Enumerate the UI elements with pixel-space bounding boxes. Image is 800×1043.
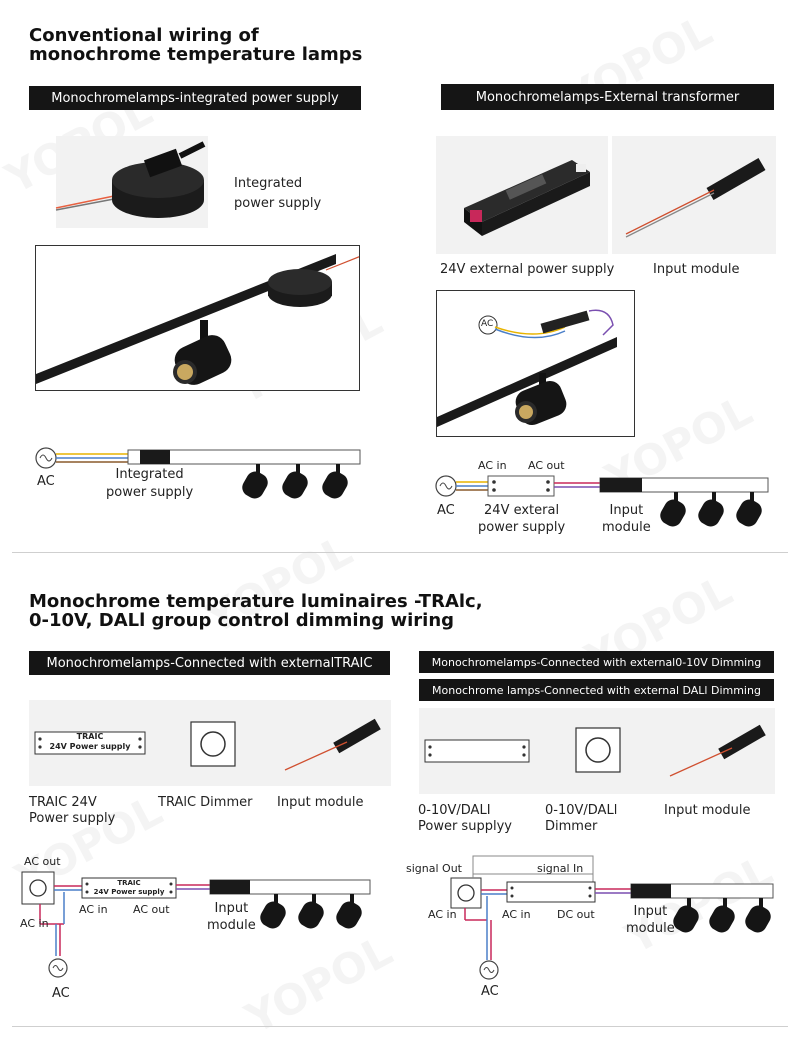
signal-in-label: signal In [537, 862, 584, 875]
ac-in-left-label: AC in [20, 917, 49, 930]
input-module-block [210, 880, 250, 894]
track-light-image [36, 246, 360, 391]
external-driver-box [488, 476, 554, 496]
power-supply-box-image [436, 136, 608, 254]
section1-title-line1: Conventional wiring of [29, 25, 259, 46]
ac-label: AC [437, 503, 455, 518]
ac-in-label: AC in [502, 908, 531, 921]
label-line: power supply [106, 485, 194, 500]
dali-dimmer-photo [538, 708, 656, 794]
label-line: power supply [234, 196, 322, 211]
section2-title-line1: Monochrome temperature luminaires -TRAlc, [29, 591, 483, 612]
label-line: Integrated [234, 176, 303, 191]
ac-label: AC [37, 474, 55, 489]
tag-0-10v-dimming: Monochromelamps-Connected with external0-10V Dimming [419, 651, 774, 673]
label-line: 24V Power supply [49, 742, 131, 751]
external-power-supply-photo [436, 136, 608, 254]
spotlight-icon [319, 464, 351, 502]
ac-out-label: AC out [24, 855, 61, 868]
label-line: 24V Power supply [93, 888, 165, 896]
dali-power-supply-label [418, 803, 512, 835]
dc-out-label: DC out [557, 908, 595, 921]
ac-label: AC [481, 984, 499, 999]
integrated-rail-photo [35, 245, 360, 391]
spotlight-icon [695, 492, 727, 530]
section1-title [29, 26, 362, 64]
tag-external-transformer: Monochromelamps-External transformer [441, 84, 774, 110]
label-line: Input [214, 901, 249, 916]
section2-title-line2: 0-10V, DALl group control dimming wiring [29, 610, 455, 631]
traic-power-supply-label [29, 795, 115, 827]
integrated-power-supply-photo-label [234, 174, 321, 214]
input-module-image [271, 700, 391, 786]
input-module-diagram-label [626, 903, 675, 937]
label-line: TRAIC [76, 732, 104, 741]
input-module-block [631, 884, 671, 898]
input-module-image [612, 136, 776, 254]
label-line: module [602, 520, 651, 535]
label-line: Input [609, 503, 644, 518]
bottom-divider [12, 1026, 788, 1027]
integrated-power-supply-photo [56, 136, 208, 228]
spotlight-icon [333, 894, 365, 932]
dimmer-image [151, 700, 271, 786]
traic-dimmer-photo [151, 700, 271, 786]
driver-puck-image [56, 136, 208, 228]
label-line: module [626, 921, 675, 936]
traic-dimmer-label: TRAlC Dimmer [158, 795, 253, 810]
spotlight-icon [733, 492, 765, 530]
tag-dali-dimming: Monochrome lamps-Connected with external DALl Dimming [419, 679, 774, 701]
traic-wiring-diagram [20, 860, 375, 985]
label-line: 0-10V/DALl [545, 803, 618, 818]
spotlight-icon [706, 898, 738, 936]
input-module-diagram-label [207, 900, 256, 934]
label-line: module [207, 918, 256, 933]
dali-dimmer-label [545, 803, 617, 835]
integrated-power-supply-diagram-label [106, 466, 193, 502]
signal-out-label: signal Out [406, 862, 462, 875]
traic-device-text [29, 732, 151, 752]
input-module-label: Input module [653, 262, 740, 277]
label-line: TRAIC 24V [29, 795, 97, 810]
label-line: 24V exteral [484, 503, 560, 518]
external-power-supply-label: 24V external power supply [440, 262, 615, 277]
spotlight-icon [239, 464, 271, 502]
external-rail-photo [436, 290, 635, 437]
section1-title-line2: monochrome temperature lamps [29, 44, 363, 65]
label-line: Integrated [115, 467, 184, 482]
input-module-photo [612, 136, 776, 254]
label-line: Input [633, 904, 668, 919]
integrated-wiring-diagram [30, 440, 370, 510]
input-module-label: Input module [664, 803, 751, 818]
label-line: TRAIC [117, 879, 141, 887]
dali-power-supply-photo [419, 708, 538, 794]
label-line: power supply [478, 520, 566, 535]
spotlight-icon [257, 894, 289, 932]
dali-power-supply-image [419, 708, 538, 794]
track-light-external-image [437, 291, 635, 437]
label-line: Power supply [29, 811, 116, 826]
external-power-supply-diagram-label [478, 502, 565, 536]
spotlight-icon [295, 894, 327, 932]
section-divider [12, 552, 788, 553]
dali-wiring-diagram [425, 850, 780, 980]
photo-ac-label: AC [481, 319, 494, 329]
traic-box-text [82, 879, 176, 897]
input-module-label: Input module [277, 795, 364, 810]
input-module-photo [271, 700, 391, 786]
ac-out-label: AC out [528, 459, 565, 472]
spotlight-icon [279, 464, 311, 502]
section2-title [29, 592, 483, 630]
dimmer-image [538, 708, 656, 794]
ac-in-label: AC in [79, 903, 108, 916]
input-module-image [656, 708, 775, 794]
tag-external-traic: Monochromelamps-Connected with externalTRAIC [29, 651, 390, 675]
tag-integrated-power-supply: Monochromelamps-integrated power supply [29, 86, 361, 110]
label-line: 0-10V/DALI [418, 803, 491, 818]
ac-label: AC [52, 986, 70, 1001]
input-module-photo [656, 708, 775, 794]
dali-power-supply-box [507, 882, 595, 902]
input-module-diagram-label [602, 502, 651, 536]
ac-out2-label: AC out [133, 903, 170, 916]
spotlight-icon [742, 898, 774, 936]
label-line: Dimmer [545, 819, 598, 834]
traic-power-supply-photo [29, 700, 151, 786]
integrated-driver [140, 450, 170, 464]
label-line: Power supplyy [418, 819, 512, 834]
input-module-block [600, 478, 642, 492]
ac-in-label: AC in [478, 459, 507, 472]
ac-in-left-label: AC in [428, 908, 457, 921]
spotlight-icon [657, 492, 689, 530]
